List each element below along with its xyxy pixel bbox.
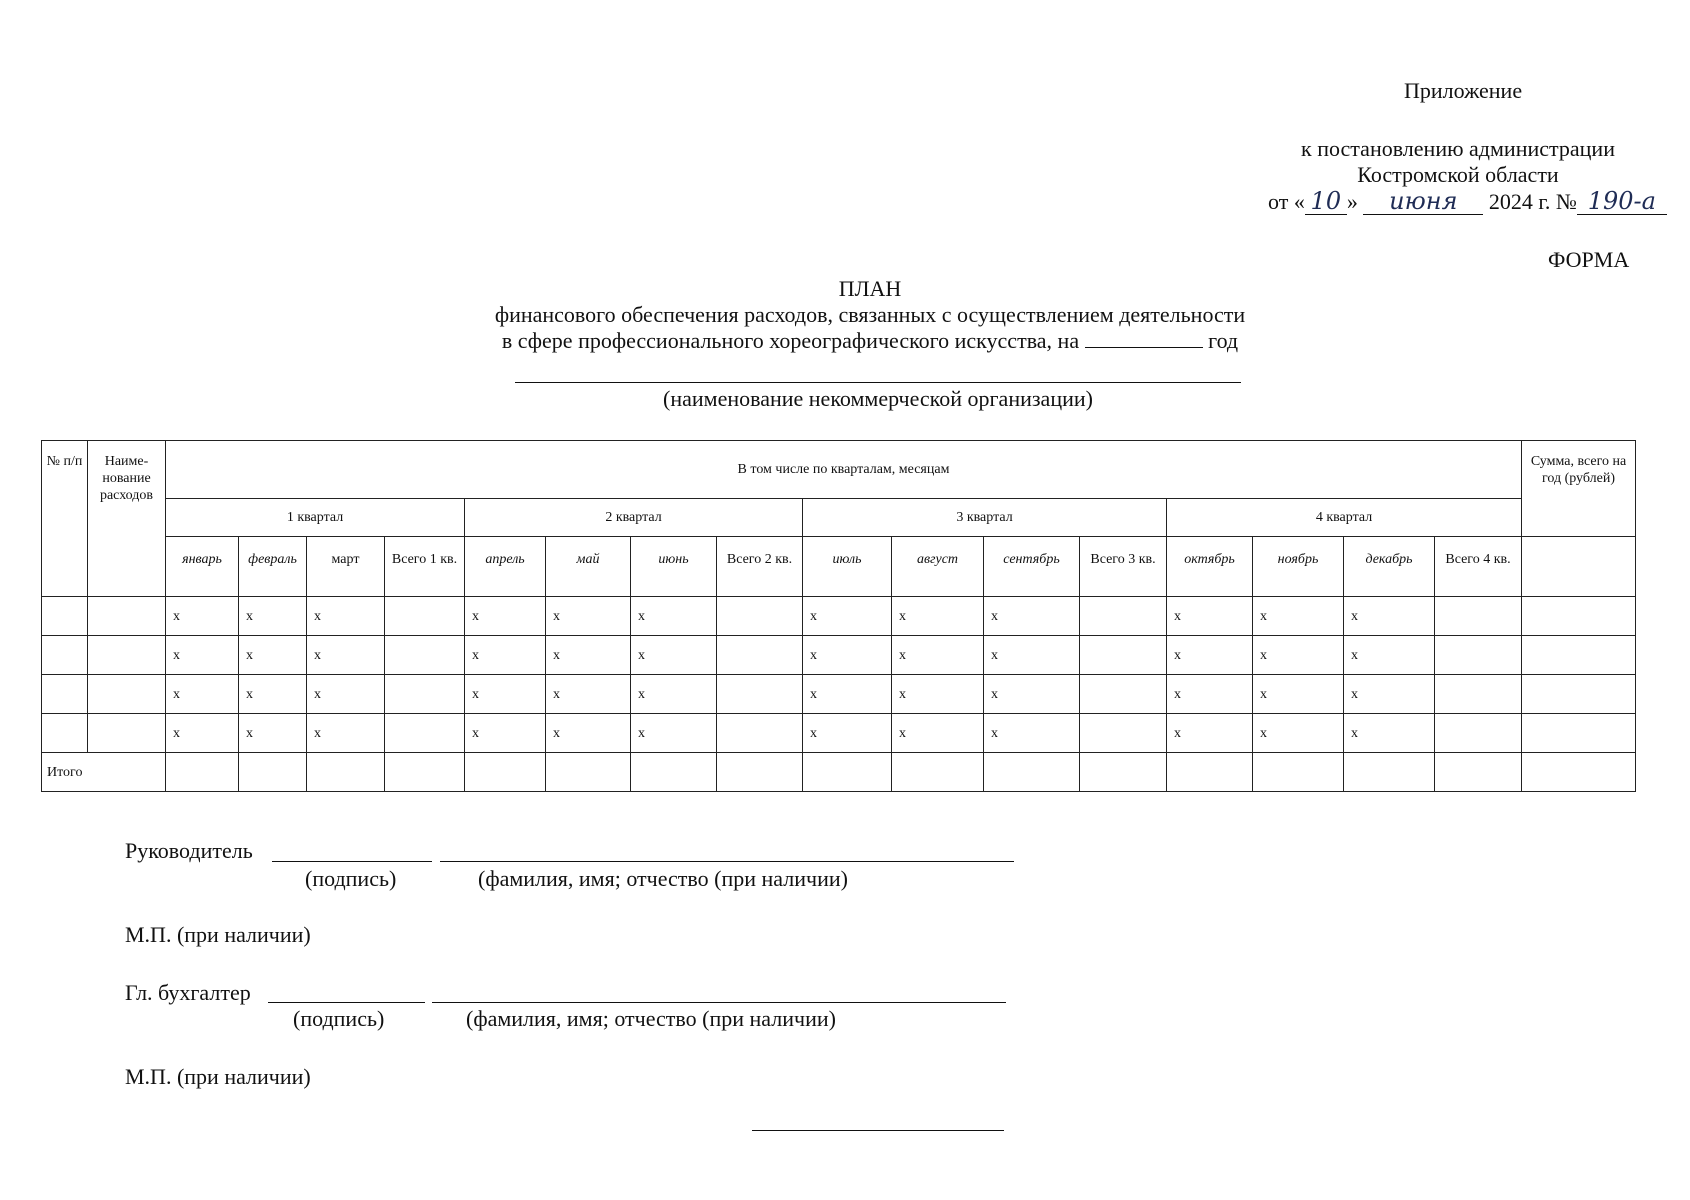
month-cell-marked: x bbox=[1167, 714, 1253, 753]
month-cell-marked: x bbox=[1253, 597, 1344, 636]
month-cell-marked: x bbox=[1344, 675, 1435, 714]
col-header-expense-name: Наиме-нование расходов bbox=[88, 441, 166, 597]
title-line-3 bbox=[400, 328, 1340, 354]
document-title bbox=[400, 276, 1340, 354]
month-cell-marked: x bbox=[1167, 675, 1253, 714]
month-cell-marked: x bbox=[166, 714, 239, 753]
month-cell-marked: x bbox=[239, 714, 307, 753]
month-cell-marked: x bbox=[1253, 714, 1344, 753]
total-cell bbox=[803, 753, 892, 792]
total-cell bbox=[1522, 753, 1636, 792]
quarter-total-cell bbox=[1435, 636, 1522, 675]
month-cell-marked: x bbox=[239, 597, 307, 636]
row-name-cell bbox=[88, 675, 166, 714]
date-prefix: от « bbox=[1268, 189, 1305, 214]
month-cell-marked: x bbox=[631, 597, 717, 636]
total-cell bbox=[1435, 753, 1522, 792]
month-header: сентябрь bbox=[984, 537, 1080, 597]
total-cell bbox=[239, 753, 307, 792]
row-name-cell bbox=[88, 636, 166, 675]
month-cell-marked: x bbox=[546, 675, 631, 714]
quarter-header-1: 1 квартал bbox=[166, 499, 465, 537]
year-total-cell bbox=[1522, 714, 1636, 753]
decree-reference bbox=[1268, 136, 1656, 215]
quarter-total-header: Всего 2 кв. bbox=[717, 537, 803, 597]
total-cell bbox=[1344, 753, 1435, 792]
total-cell bbox=[546, 753, 631, 792]
org-name-line bbox=[515, 382, 1241, 383]
appendix-title: Приложение bbox=[1404, 78, 1523, 103]
month-cell-marked: x bbox=[892, 714, 984, 753]
accountant-signature-line bbox=[268, 1002, 425, 1003]
month-cell-marked: x bbox=[465, 714, 546, 753]
quarter-total-header: Всего 1 кв. bbox=[385, 537, 465, 597]
stamp-note-1: М.П. (при наличии) bbox=[125, 922, 311, 947]
month-cell-marked: x bbox=[166, 675, 239, 714]
stamp-note-2: М.П. (при наличии) bbox=[125, 1064, 311, 1089]
month-cell-marked: x bbox=[1167, 597, 1253, 636]
month-cell-marked: x bbox=[1167, 636, 1253, 675]
col-header-quarters-months: В том числе по кварталам, месяцам bbox=[166, 441, 1522, 499]
year-total-cell bbox=[1522, 636, 1636, 675]
quarter-header-2: 2 квартал bbox=[465, 499, 803, 537]
month-cell-marked: x bbox=[984, 597, 1080, 636]
finance-plan-table bbox=[41, 440, 1636, 792]
month-header: апрель bbox=[465, 537, 546, 597]
total-cell bbox=[892, 753, 984, 792]
quarter-total-cell bbox=[385, 636, 465, 675]
month-cell-marked: x bbox=[892, 675, 984, 714]
quarter-total-cell bbox=[717, 675, 803, 714]
month-cell-marked: x bbox=[166, 597, 239, 636]
month-header: октябрь bbox=[1167, 537, 1253, 597]
accountant-name-caption: (фамилия, имя; отчество (при наличии) bbox=[466, 1006, 836, 1031]
quarter-total-cell bbox=[385, 714, 465, 753]
decree-number-handwritten: 190-а bbox=[1577, 188, 1667, 215]
month-cell-marked: x bbox=[239, 675, 307, 714]
month-cell-marked: x bbox=[307, 675, 385, 714]
month-cell-marked: x bbox=[1344, 636, 1435, 675]
month-cell-marked: x bbox=[984, 675, 1080, 714]
total-cell bbox=[307, 753, 385, 792]
quarter-total-header: Всего 4 кв. bbox=[1435, 537, 1522, 597]
table-body bbox=[42, 597, 1636, 753]
month-header: ноябрь bbox=[1253, 537, 1344, 597]
title-line-1: ПЛАН bbox=[838, 276, 902, 301]
quarter-total-cell bbox=[1080, 636, 1167, 675]
quarter-total-cell bbox=[717, 714, 803, 753]
row-name-cell bbox=[88, 597, 166, 636]
quarter-total-cell bbox=[1435, 675, 1522, 714]
org-name-caption: (наименование некоммерческой организации) bbox=[663, 386, 1093, 411]
month-cell-marked: x bbox=[465, 675, 546, 714]
month-cell-marked: x bbox=[307, 714, 385, 753]
month-cell-marked: x bbox=[166, 636, 239, 675]
total-cell bbox=[984, 753, 1080, 792]
total-cell bbox=[1253, 753, 1344, 792]
total-cell bbox=[385, 753, 465, 792]
total-cell bbox=[166, 753, 239, 792]
month-cell-marked: x bbox=[631, 714, 717, 753]
month-header: август bbox=[892, 537, 984, 597]
quarter-total-cell bbox=[385, 597, 465, 636]
col-header-year-total: Сумма, всего на год (рублей) bbox=[1522, 441, 1636, 537]
head-signature-caption: (подпись) bbox=[305, 866, 397, 891]
month-cell-marked: x bbox=[465, 636, 546, 675]
month-cell-marked: x bbox=[892, 636, 984, 675]
head-label: Руководитель bbox=[125, 838, 253, 863]
quarter-header-3: 3 квартал bbox=[803, 499, 1167, 537]
table-row bbox=[42, 675, 1636, 714]
month-header: июль bbox=[803, 537, 892, 597]
total-cell bbox=[1167, 753, 1253, 792]
month-cell-marked: x bbox=[631, 675, 717, 714]
quarter-total-cell bbox=[717, 597, 803, 636]
month-cell-marked: x bbox=[1344, 714, 1435, 753]
decree-line-1: к постановлению администрации bbox=[1301, 136, 1615, 161]
month-cell-marked: x bbox=[546, 636, 631, 675]
head-signature-line bbox=[272, 861, 432, 862]
table-row bbox=[42, 714, 1636, 753]
month-cell-marked: x bbox=[984, 636, 1080, 675]
title-line-3-suffix: год bbox=[1208, 328, 1239, 353]
quarter-header-4: 4 квартал bbox=[1167, 499, 1522, 537]
quarter-total-cell bbox=[717, 636, 803, 675]
year-total-cell bbox=[1522, 597, 1636, 636]
accountant-name-line bbox=[432, 1002, 1006, 1003]
col-header-num: № п/п bbox=[42, 441, 88, 597]
month-cell-marked: x bbox=[984, 714, 1080, 753]
month-cell-marked: x bbox=[803, 714, 892, 753]
date-day-handwritten: 10 bbox=[1305, 188, 1347, 215]
quarter-total-cell bbox=[1080, 714, 1167, 753]
row-name-cell bbox=[88, 714, 166, 753]
month-header: март bbox=[307, 537, 385, 597]
quarter-total-cell bbox=[1080, 597, 1167, 636]
row-num-cell bbox=[42, 675, 88, 714]
quarter-total-header: Всего 3 кв. bbox=[1080, 537, 1167, 597]
month-cell-marked: x bbox=[239, 636, 307, 675]
total-cell bbox=[1080, 753, 1167, 792]
month-header: декабрь bbox=[1344, 537, 1435, 597]
month-cell-marked: x bbox=[1253, 636, 1344, 675]
month-header: май bbox=[546, 537, 631, 597]
title-line-3-prefix: в сфере профессионального хореографического искусства, на bbox=[501, 328, 1080, 353]
total-row-label: Итого bbox=[42, 753, 166, 792]
month-cell-marked: x bbox=[307, 597, 385, 636]
year-blank bbox=[1085, 347, 1203, 348]
row-num-cell bbox=[42, 636, 88, 675]
month-cell-marked: x bbox=[803, 597, 892, 636]
date-month-handwritten: июня bbox=[1363, 188, 1483, 215]
decree-date-line bbox=[1268, 187, 1656, 215]
month-cell-marked: x bbox=[892, 597, 984, 636]
month-cell-marked: x bbox=[465, 597, 546, 636]
row-num-cell bbox=[42, 714, 88, 753]
month-header: февраль bbox=[239, 537, 307, 597]
month-header: январь bbox=[166, 537, 239, 597]
year-total-header-blank bbox=[1522, 537, 1636, 597]
total-cell bbox=[465, 753, 546, 792]
quarter-total-cell bbox=[1435, 597, 1522, 636]
month-cell-marked: x bbox=[1344, 597, 1435, 636]
month-cell-marked: x bbox=[546, 714, 631, 753]
month-cell-marked: x bbox=[631, 636, 717, 675]
table-row bbox=[42, 636, 1636, 675]
month-header: июнь bbox=[631, 537, 717, 597]
head-name-line bbox=[440, 861, 1014, 862]
quarter-total-cell bbox=[385, 675, 465, 714]
month-cell-marked: x bbox=[307, 636, 385, 675]
title-line-2: финансового обеспечения расходов, связанных с осуществлением деятельности bbox=[494, 302, 1246, 327]
form-label: ФОРМА bbox=[1548, 247, 1630, 272]
month-cell-marked: x bbox=[803, 636, 892, 675]
quarter-total-cell bbox=[1435, 714, 1522, 753]
month-cell-marked: x bbox=[546, 597, 631, 636]
month-cell-marked: x bbox=[803, 675, 892, 714]
table-row bbox=[42, 597, 1636, 636]
year-total-cell bbox=[1522, 675, 1636, 714]
date-year: 2024 г. № bbox=[1488, 189, 1577, 214]
date-mid: » bbox=[1346, 189, 1358, 214]
total-cell bbox=[631, 753, 717, 792]
month-cell-marked: x bbox=[1253, 675, 1344, 714]
accountant-signature-caption: (подпись) bbox=[293, 1006, 385, 1031]
total-cell bbox=[717, 753, 803, 792]
accountant-label: Гл. бухгалтер bbox=[125, 980, 251, 1005]
quarter-total-cell bbox=[1080, 675, 1167, 714]
row-num-cell bbox=[42, 597, 88, 636]
closing-line bbox=[752, 1130, 1004, 1131]
decree-line-2: Костромской области bbox=[1357, 162, 1559, 187]
head-name-caption: (фамилия, имя; отчество (при наличии) bbox=[478, 866, 848, 891]
